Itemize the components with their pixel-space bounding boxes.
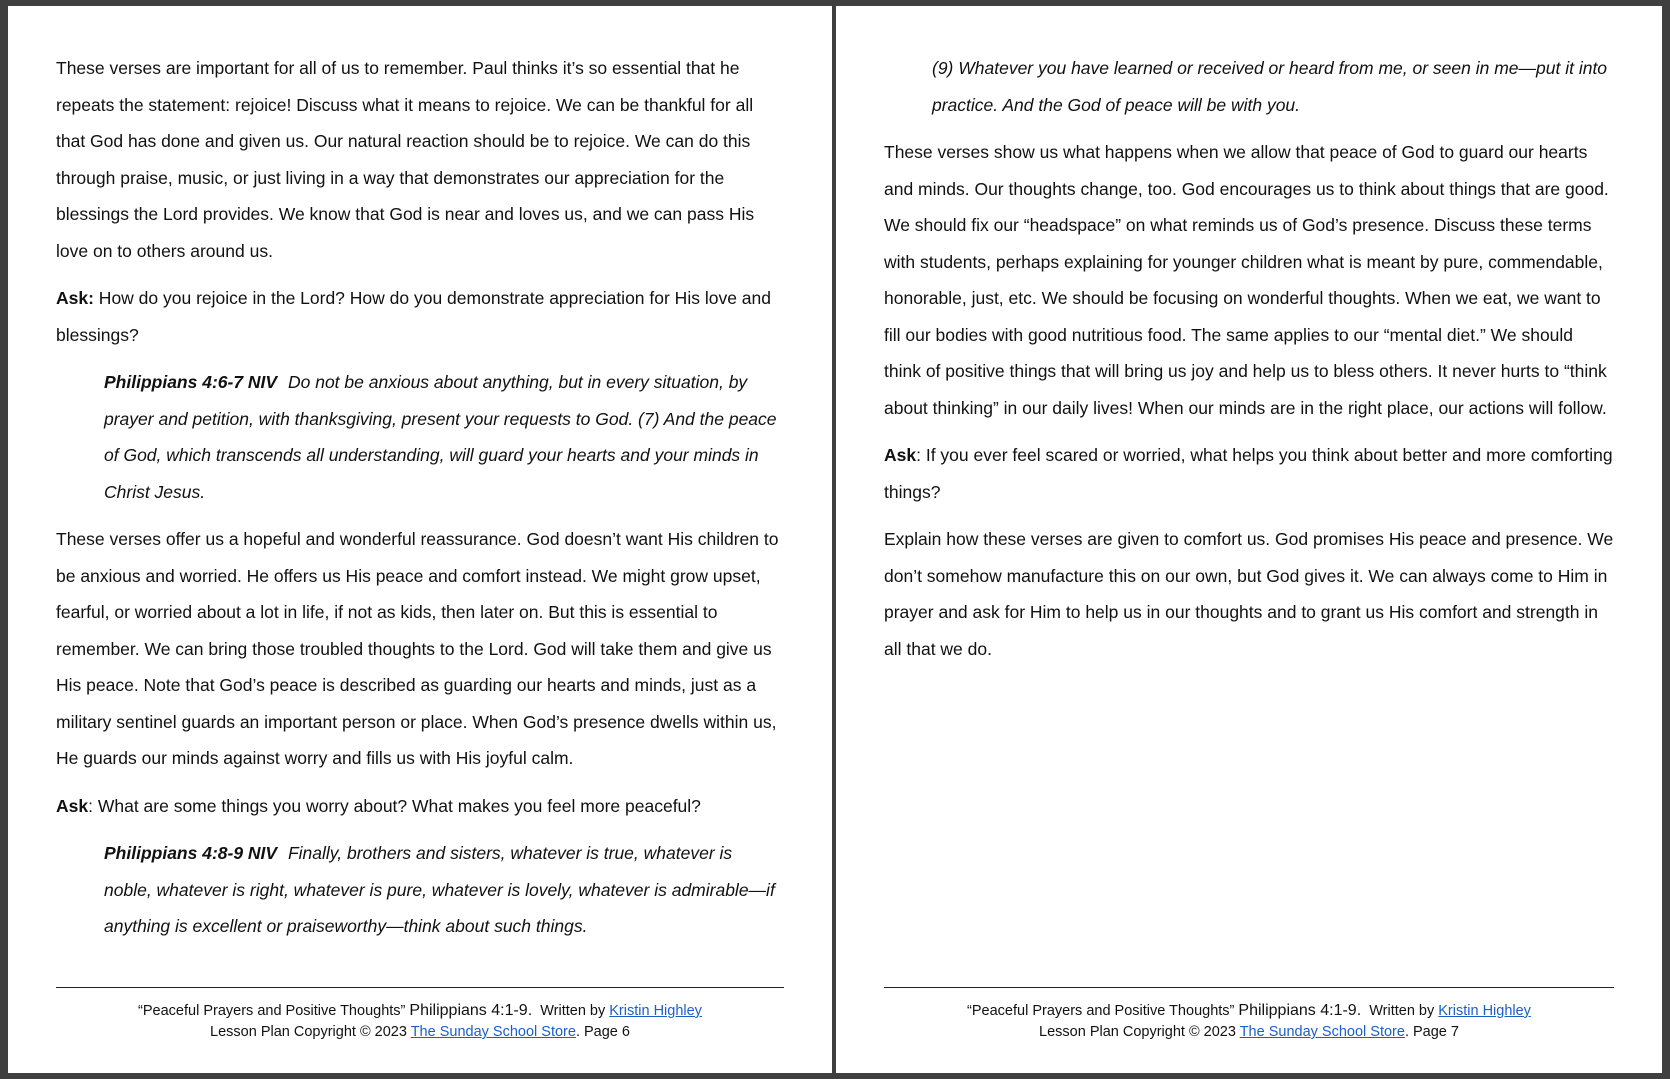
footer-written-by: Written by [1369, 1003, 1435, 1019]
scripture-quote-continued: (9) Whatever you have learned or received or heard from me, or seen in me—put it into practice. And the God of peace will be with you. [932, 58, 1608, 115]
footer-copyright: Lesson Plan Copyright © 2023 [210, 1024, 407, 1040]
page-number: . Page 6 [575, 1024, 630, 1040]
footer-title: “Peaceful Prayers and Positive Thoughts” [138, 1003, 406, 1019]
scripture-quote [104, 835, 784, 945]
footer-line-2 [56, 1022, 784, 1043]
ask-text: : What are some things you worry about? What makes you feel more peaceful? [88, 795, 701, 816]
scripture-text: Finally, brothers and sisters, whatever is true, whatever is noble, whatever is right, whatever is pure, whatever is lovely, whatever is admirable—if anything is excellent or praiseworthy—think about such things. [104, 843, 775, 936]
footer-line-2 [884, 1022, 1614, 1043]
author-link[interactable]: Kristin Highley [1438, 1003, 1531, 1019]
footer-reference: Philippians 4:1-9. [1238, 1002, 1362, 1019]
footer-copyright: Lesson Plan Copyright © 2023 [1039, 1024, 1236, 1040]
footer-title: “Peaceful Prayers and Positive Thoughts” [967, 1003, 1235, 1019]
scripture-text: Do not be anxious about anything, but in every situation, by prayer and petition, with thanksgiving, present your requests to God. (7) And the peace of God, which transcends all understanding, will guard your hearts and your minds in Christ Jesus. [104, 372, 777, 502]
ask-label: Ask: [56, 288, 94, 308]
ask-text: How do you rejoice in the Lord? How do you demonstrate appreciation for His love and blessings? [56, 288, 771, 345]
scripture-quote [104, 364, 784, 510]
footer-line-1 [884, 1000, 1614, 1022]
page-number: . Page 7 [1404, 1024, 1459, 1040]
store-link[interactable]: The Sunday School Store [410, 1024, 576, 1040]
scripture-reference: Philippians 4:8-9 NIV [104, 843, 278, 863]
footer-line-1 [56, 1000, 784, 1022]
paragraph: These verses show us what happens when we allow that peace of God to guard our hearts and minds. Our thoughts change, too. God encourages us to think about things that are good. We should fix our “headspace” on what reminds us of God’s presence. Discuss these terms with students, perhaps explaining for younger children what is meant by pure, commendable, honorable, just, etc. We should be focusing on wonderful thoughts. When we eat, we want to fill our bodies with good nutritious food. The same applies to our “mental diet.” We should think of positive things that will bring us joy and help us to bless others. It never hurts to “think about thinking” in our daily lives! When our minds are in the right place, our actions will follow. [884, 142, 1609, 418]
scripture-reference: Philippians 4:6-7 NIV [104, 372, 278, 392]
ask-text: : If you ever feel scared or worried, what helps you think about better and more comforting things? [884, 445, 1613, 502]
ask-paragraph [56, 280, 784, 353]
paragraph: Explain how these verses are given to comfort us. God promises His peace and presence. We don’t somehow manufacture this on our own, but God gives it. We can always come to Him in prayer and ask for Him to help us in our thoughts and to grant us His comfort and strength in all that we do. [884, 529, 1614, 659]
paragraph: These verses offer us a hopeful and wonderful reassurance. God doesn’t want His children to be anxious and worried. He offers us His peace and comfort instead. We might grow upset, fearful, or worried about a lot in life, if not as kids, then later on. But this is essential to remember. We can bring those troubled thoughts to the Lord. God will take them and give us His peace. Note that God’s peace is described as guarding our hearts and minds, just as a military sentinel guards an important person or place. When God’s presence dwells within us, He guards our minds against worry and fills us with His joyful calm. [56, 529, 779, 768]
author-link[interactable]: Kristin Highley [609, 1003, 702, 1019]
footer-reference: Philippians 4:1-9. [409, 1002, 533, 1019]
document-page-6 [8, 6, 832, 1073]
store-link[interactable]: The Sunday School Store [1239, 1024, 1405, 1040]
paragraph: These verses are important for all of us to remember. Paul thinks it’s so essential that he repeats the statement: rejoice! Discuss what it means to rejoice. We can be thankful for all that God has done and given us. Our natural reaction should be to rejoice. We can do this through praise, music, or just living in a way that demonstrates our appreciation for the blessings the Lord provides. We know that God is near and loves us, and we can pass His love on to others around us. [56, 58, 755, 261]
ask-label: Ask [56, 795, 89, 816]
document-page-7 [836, 6, 1662, 1073]
ask-paragraph [56, 788, 784, 825]
footer-written-by: Written by [540, 1003, 606, 1019]
page-footer [56, 987, 784, 1043]
page-footer [884, 987, 1614, 1043]
ask-label: Ask [884, 445, 917, 465]
ask-paragraph [884, 437, 1614, 510]
